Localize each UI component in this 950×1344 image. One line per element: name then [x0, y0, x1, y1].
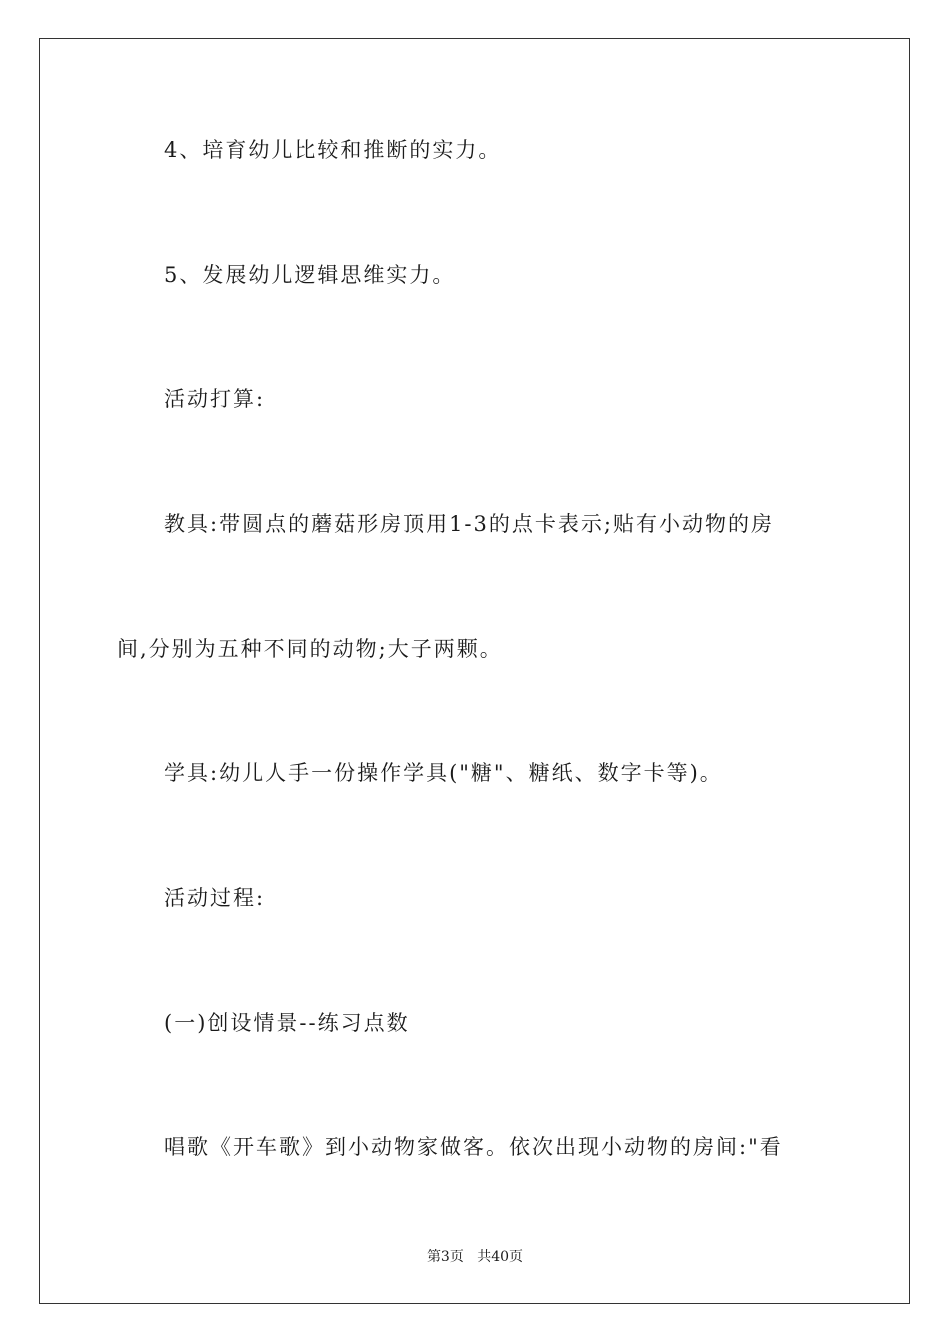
heading-activity-process: 活动过程:: [164, 886, 266, 910]
paragraph-goal-5: 5、发展幼儿逻辑思维实力。: [164, 263, 456, 287]
page-number: 第3页: [426, 1249, 464, 1265]
paragraph-learning-aids: 学具:幼儿人手一份操作学具("糖"、糖纸、数字卡等)。: [164, 761, 723, 785]
page-total: 共40页: [477, 1249, 524, 1265]
page-footer: [0, 1246, 950, 1266]
paragraph-step-one-body: 唱歌《开车歌》到小动物家做客。依次出现小动物的房间:"看: [164, 1135, 783, 1159]
heading-activity-preparation: 活动打算:: [164, 387, 266, 411]
paragraph-teaching-aids-continued: 间,分别为五种不同的动物;大子两颗。: [117, 637, 503, 661]
paragraph-goal-4: 4、培育幼儿比较和推断的实力。: [164, 138, 502, 162]
heading-step-one: (一)创设情景--练习点数: [164, 1011, 410, 1035]
paragraph-teaching-aids: 教具:带圆点的蘑菇形房顶用1-3的点卡表示;贴有小动物的房: [164, 512, 774, 536]
page-frame: [39, 38, 910, 1304]
